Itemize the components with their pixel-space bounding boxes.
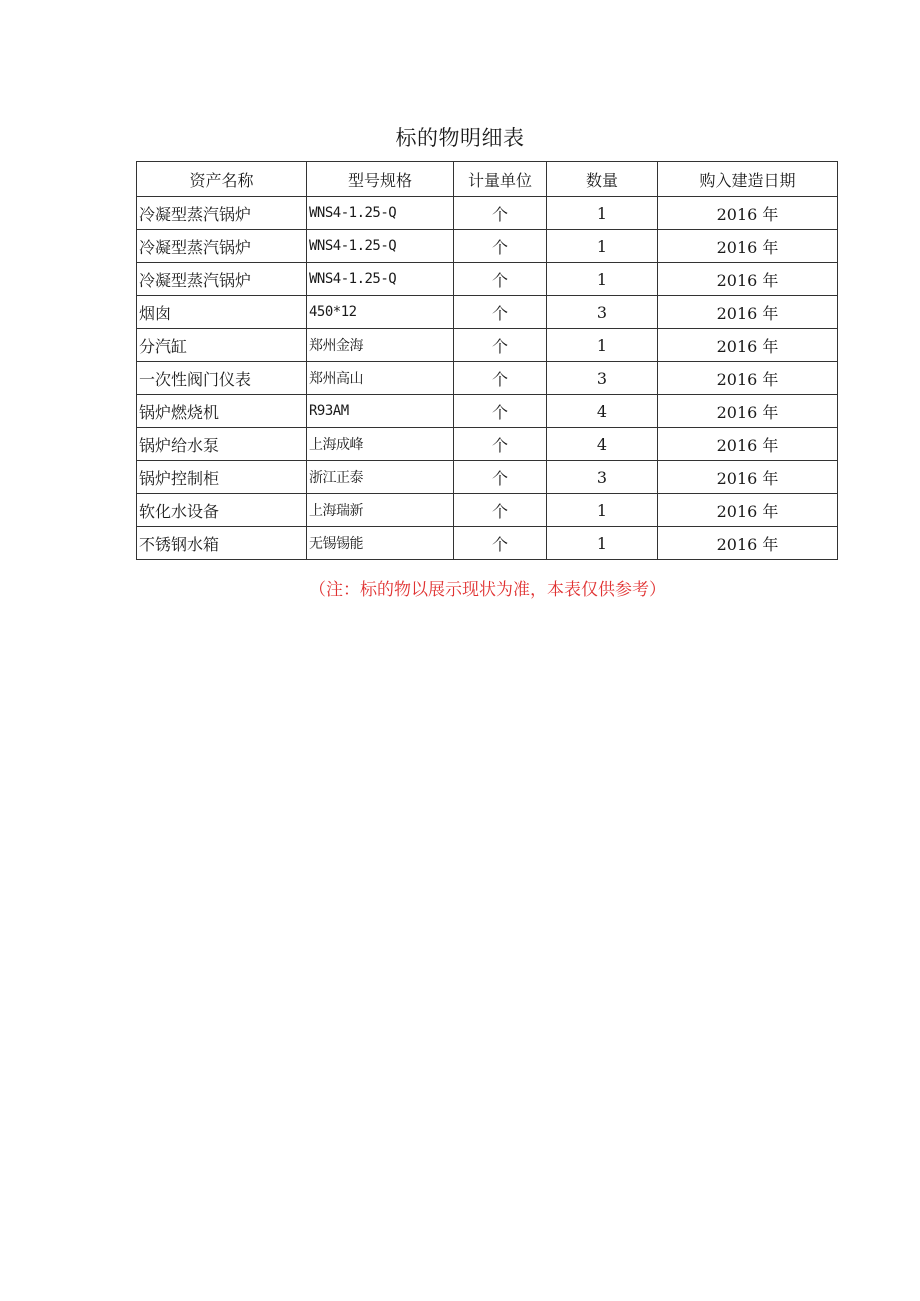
cell-unit: 个 [454,395,547,428]
cell-quantity: 4 [547,428,658,461]
table-row [137,329,838,362]
cell-quantity: 1 [547,230,658,263]
cell-unit: 个 [454,494,547,527]
cell-unit: 个 [454,428,547,461]
cell-quantity: 1 [547,494,658,527]
cell-quantity: 1 [547,329,658,362]
header-quantity: 数量 [547,162,658,197]
cell-purchase-date: 2016 年 [658,461,838,494]
table-row [137,428,838,461]
cell-asset-name: 分汽缸 [137,329,307,362]
cell-model-spec: 上海瑞新 [307,494,454,527]
cell-model-spec: WNS4-1.25-Q [307,197,454,230]
cell-asset-name: 一次性阀门仪表 [137,362,307,395]
cell-quantity: 1 [547,263,658,296]
cell-model-spec: 郑州金海 [307,329,454,362]
header-purchase-date: 购入建造日期 [658,162,838,197]
table-row [137,461,838,494]
cell-purchase-date: 2016 年 [658,329,838,362]
table-row [137,230,838,263]
header-model-spec: 型号规格 [307,162,454,197]
cell-quantity: 3 [547,461,658,494]
cell-asset-name: 烟囱 [137,296,307,329]
cell-asset-name: 锅炉燃烧机 [137,395,307,428]
disclaimer-note: （注：标的物以展示现状为准，本表仅供参考） [309,580,666,600]
cell-unit: 个 [454,461,547,494]
cell-purchase-date: 2016 年 [658,494,838,527]
cell-asset-name: 冷凝型蒸汽锅炉 [137,197,307,230]
cell-model-spec: 郑州高山 [307,362,454,395]
cell-purchase-date: 2016 年 [658,362,838,395]
cell-asset-name: 冷凝型蒸汽锅炉 [137,230,307,263]
table-row [137,263,838,296]
cell-purchase-date: 2016 年 [658,263,838,296]
cell-unit: 个 [454,230,547,263]
cell-purchase-date: 2016 年 [658,296,838,329]
cell-asset-name: 锅炉给水泵 [137,428,307,461]
cell-model-spec: 450*12 [307,296,454,329]
cell-model-spec: WNS4-1.25-Q [307,263,454,296]
cell-quantity: 4 [547,395,658,428]
table-header-row [137,162,838,197]
cell-model-spec: R93AM [307,395,454,428]
cell-unit: 个 [454,263,547,296]
table-row [137,395,838,428]
cell-unit: 个 [454,329,547,362]
cell-asset-name: 冷凝型蒸汽锅炉 [137,263,307,296]
cell-quantity: 1 [547,527,658,560]
cell-purchase-date: 2016 年 [658,395,838,428]
cell-model-spec: 上海成峰 [307,428,454,461]
table-row [137,494,838,527]
cell-purchase-date: 2016 年 [658,230,838,263]
cell-model-spec: 无锡锡能 [307,527,454,560]
cell-quantity: 3 [547,362,658,395]
table-row [137,296,838,329]
cell-purchase-date: 2016 年 [658,428,838,461]
page-title: 标的物明细表 [395,126,525,150]
table-row [137,197,838,230]
cell-asset-name: 不锈钢水箱 [137,527,307,560]
asset-table [136,161,838,560]
cell-unit: 个 [454,527,547,560]
cell-purchase-date: 2016 年 [658,527,838,560]
table-row [137,527,838,560]
cell-asset-name: 锅炉控制柜 [137,461,307,494]
cell-purchase-date: 2016 年 [658,197,838,230]
cell-unit: 个 [454,362,547,395]
cell-unit: 个 [454,197,547,230]
cell-model-spec: 浙江正泰 [307,461,454,494]
cell-unit: 个 [454,296,547,329]
header-asset-name: 资产名称 [137,162,307,197]
cell-model-spec: WNS4-1.25-Q [307,230,454,263]
header-unit: 计量单位 [454,162,547,197]
table-row [137,362,838,395]
cell-asset-name: 软化水设备 [137,494,307,527]
cell-quantity: 3 [547,296,658,329]
cell-quantity: 1 [547,197,658,230]
